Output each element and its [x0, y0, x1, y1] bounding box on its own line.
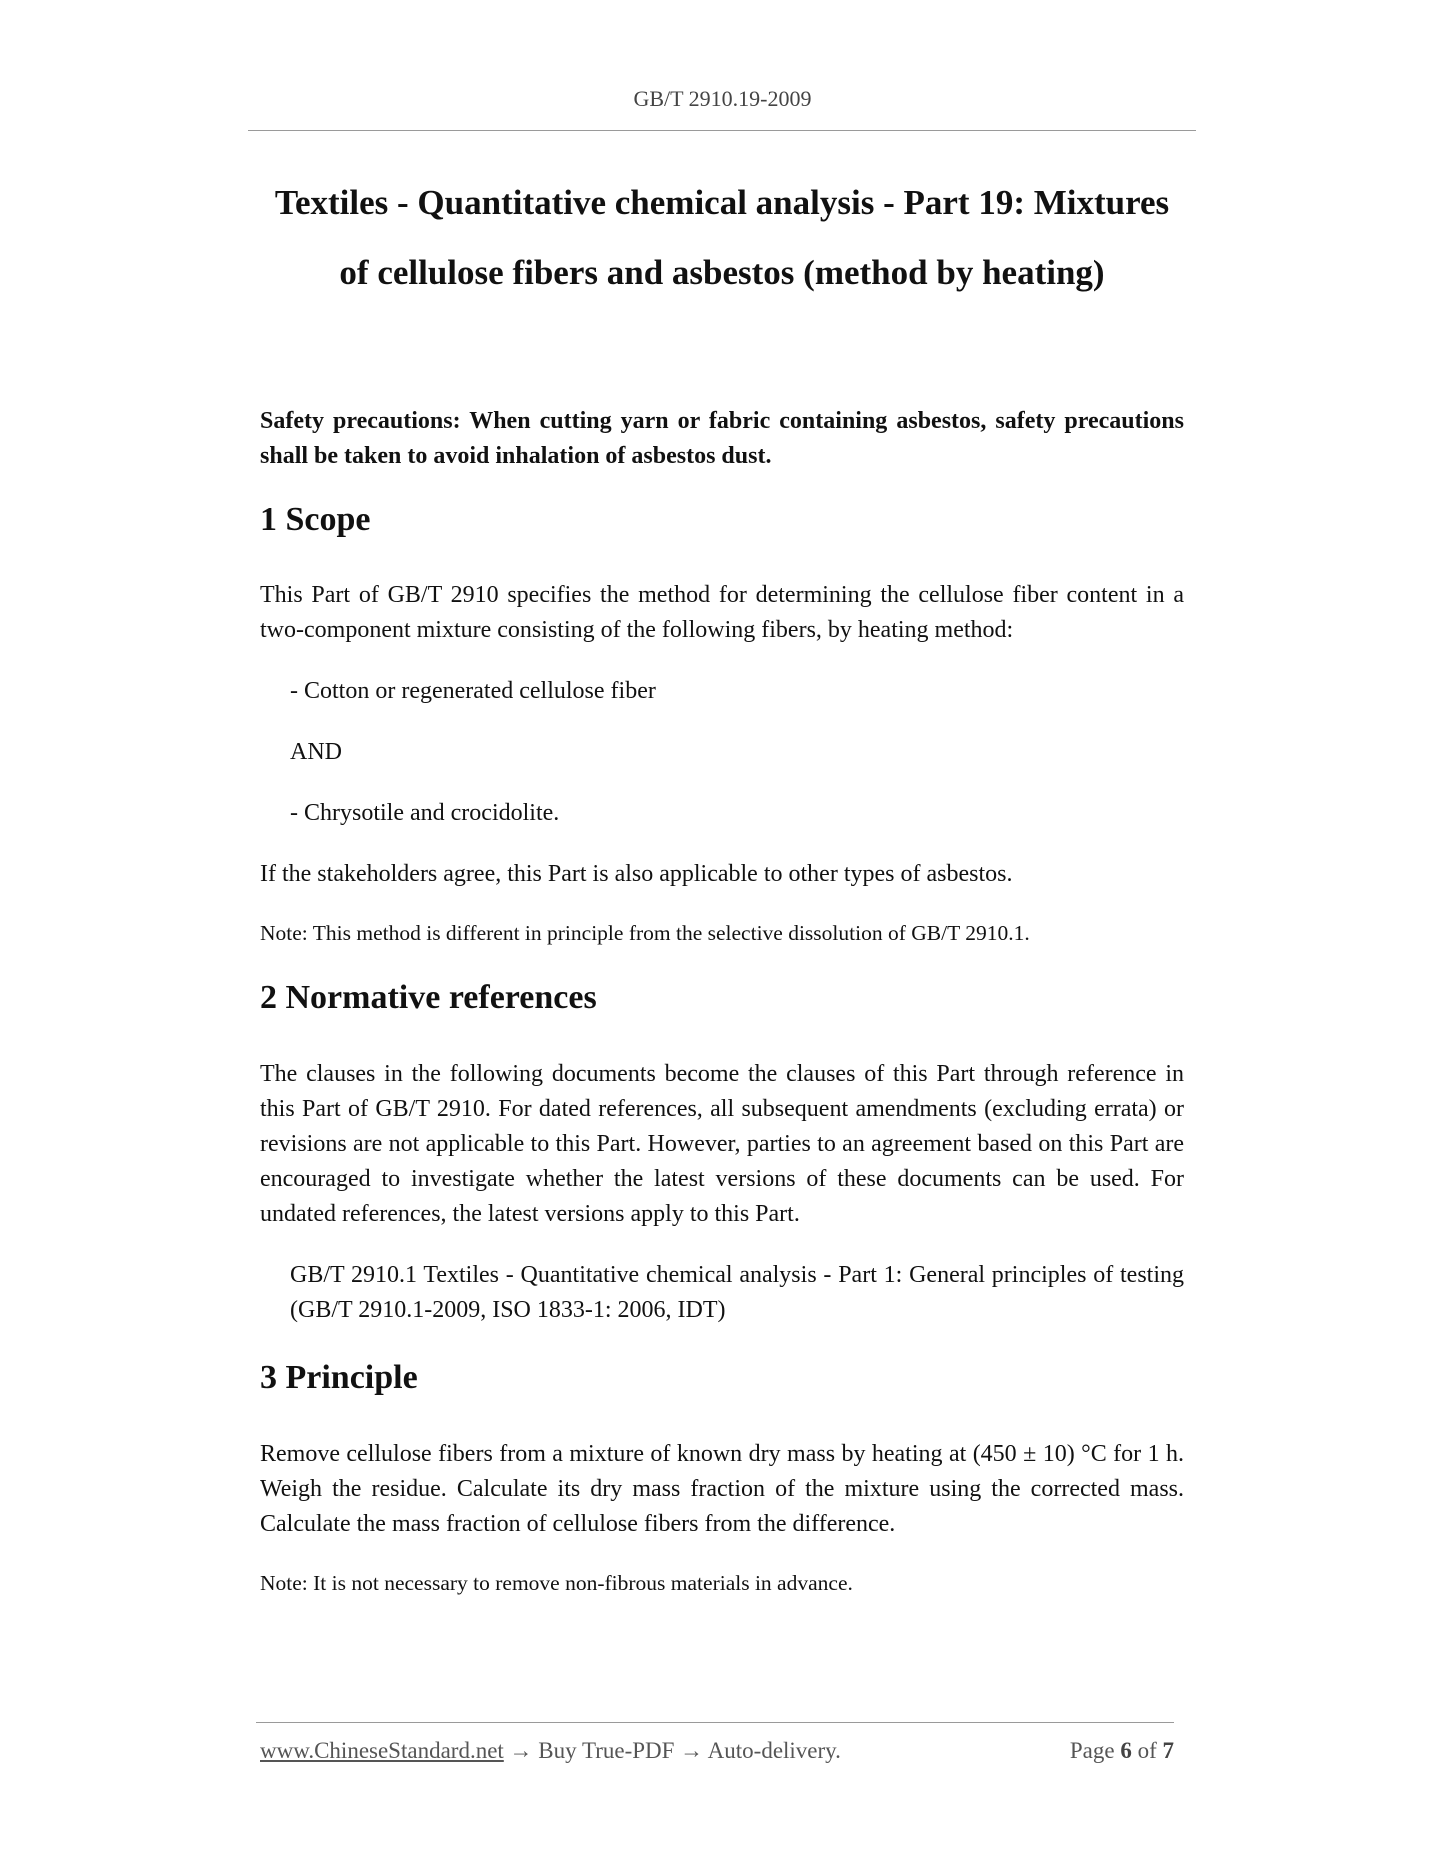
document-title [260, 168, 1184, 308]
title-line-2: of cellulose fibers and asbestos (method by heating) [339, 253, 1105, 292]
scope-item-asbestos: - Chrysotile and crocidolite. [290, 800, 560, 826]
scope-other-asbestos: If the stakeholders agree, this Part is also applicable to other types of asbestos. [260, 861, 1013, 887]
scope-intro: This Part of GB/T 2910 specifies the method for determining the cellulose fiber content in a two-component mixture consisting of the following fibers, by heating method: [260, 582, 1184, 643]
scope-item-cotton: - Cotton or regenerated cellulose fiber [290, 678, 656, 704]
header-divider [248, 130, 1196, 131]
page-number [1070, 1738, 1174, 1764]
section-heading-references: 2 Normative references [260, 979, 597, 1016]
footer-links-text: → Buy True-PDF → Auto-delivery. [503, 1738, 841, 1763]
scope-item-and: AND [290, 739, 342, 765]
reference-item: GB/T 2910.1 Textiles - Quantitative chemical analysis - Part 1: General principles of testing (GB/T 2910.1-2009, ISO 1833-1: 2006, IDT) [290, 1262, 1184, 1323]
page-content [260, 168, 1184, 1598]
principle-text: Remove cellulose fibers from a mixture of known dry mass by heating at (450 ± 10) °C for 1 h. Weigh the residue. Calculate its dry mass fraction of the mixture using the corrected mass. Calculate the mass fraction of cellulose fibers from the difference. [260, 1441, 1184, 1537]
footer-divider [256, 1722, 1174, 1723]
section-heading-principle: 3 Principle [260, 1359, 418, 1396]
section-heading-scope: 1 Scope [260, 501, 371, 538]
page-footer [260, 1738, 1174, 1764]
title-line-1: Textiles - Quantitative chemical analysis - Part 19: Mixtures [274, 183, 1170, 222]
page-current: 6 [1120, 1738, 1132, 1763]
of-label: of [1137, 1738, 1157, 1763]
scope-note: Note: This method is different in principle from the selective dissolution of GB/T 2910.1. [260, 921, 1030, 945]
references-text: The clauses in the following documents become the clauses of this Part through reference in this Part of GB/T 2910. For dated references, all subsequent amendments (excluding errata) or revisions are not applicable to this Part. However, parties to an agreement based on this Part are encouraged to investigate whether the latest versions of these documents can be used. For undated references, the latest versions apply to this Part. [260, 1061, 1184, 1227]
site-link[interactable]: www.ChineseStandard.net [260, 1738, 504, 1763]
safety-precautions: Safety precautions: When cutting yarn or fabric containing asbestos, safety precautions shall be taken to avoid inhalation of asbestos dust. [260, 408, 1184, 469]
principle-note: Note: It is not necessary to remove non-fibrous materials in advance. [260, 1571, 853, 1595]
page-header: GB/T 2910.19-2009 [633, 86, 812, 111]
page-total: 7 [1162, 1738, 1174, 1763]
page-label: Page [1069, 1738, 1115, 1763]
